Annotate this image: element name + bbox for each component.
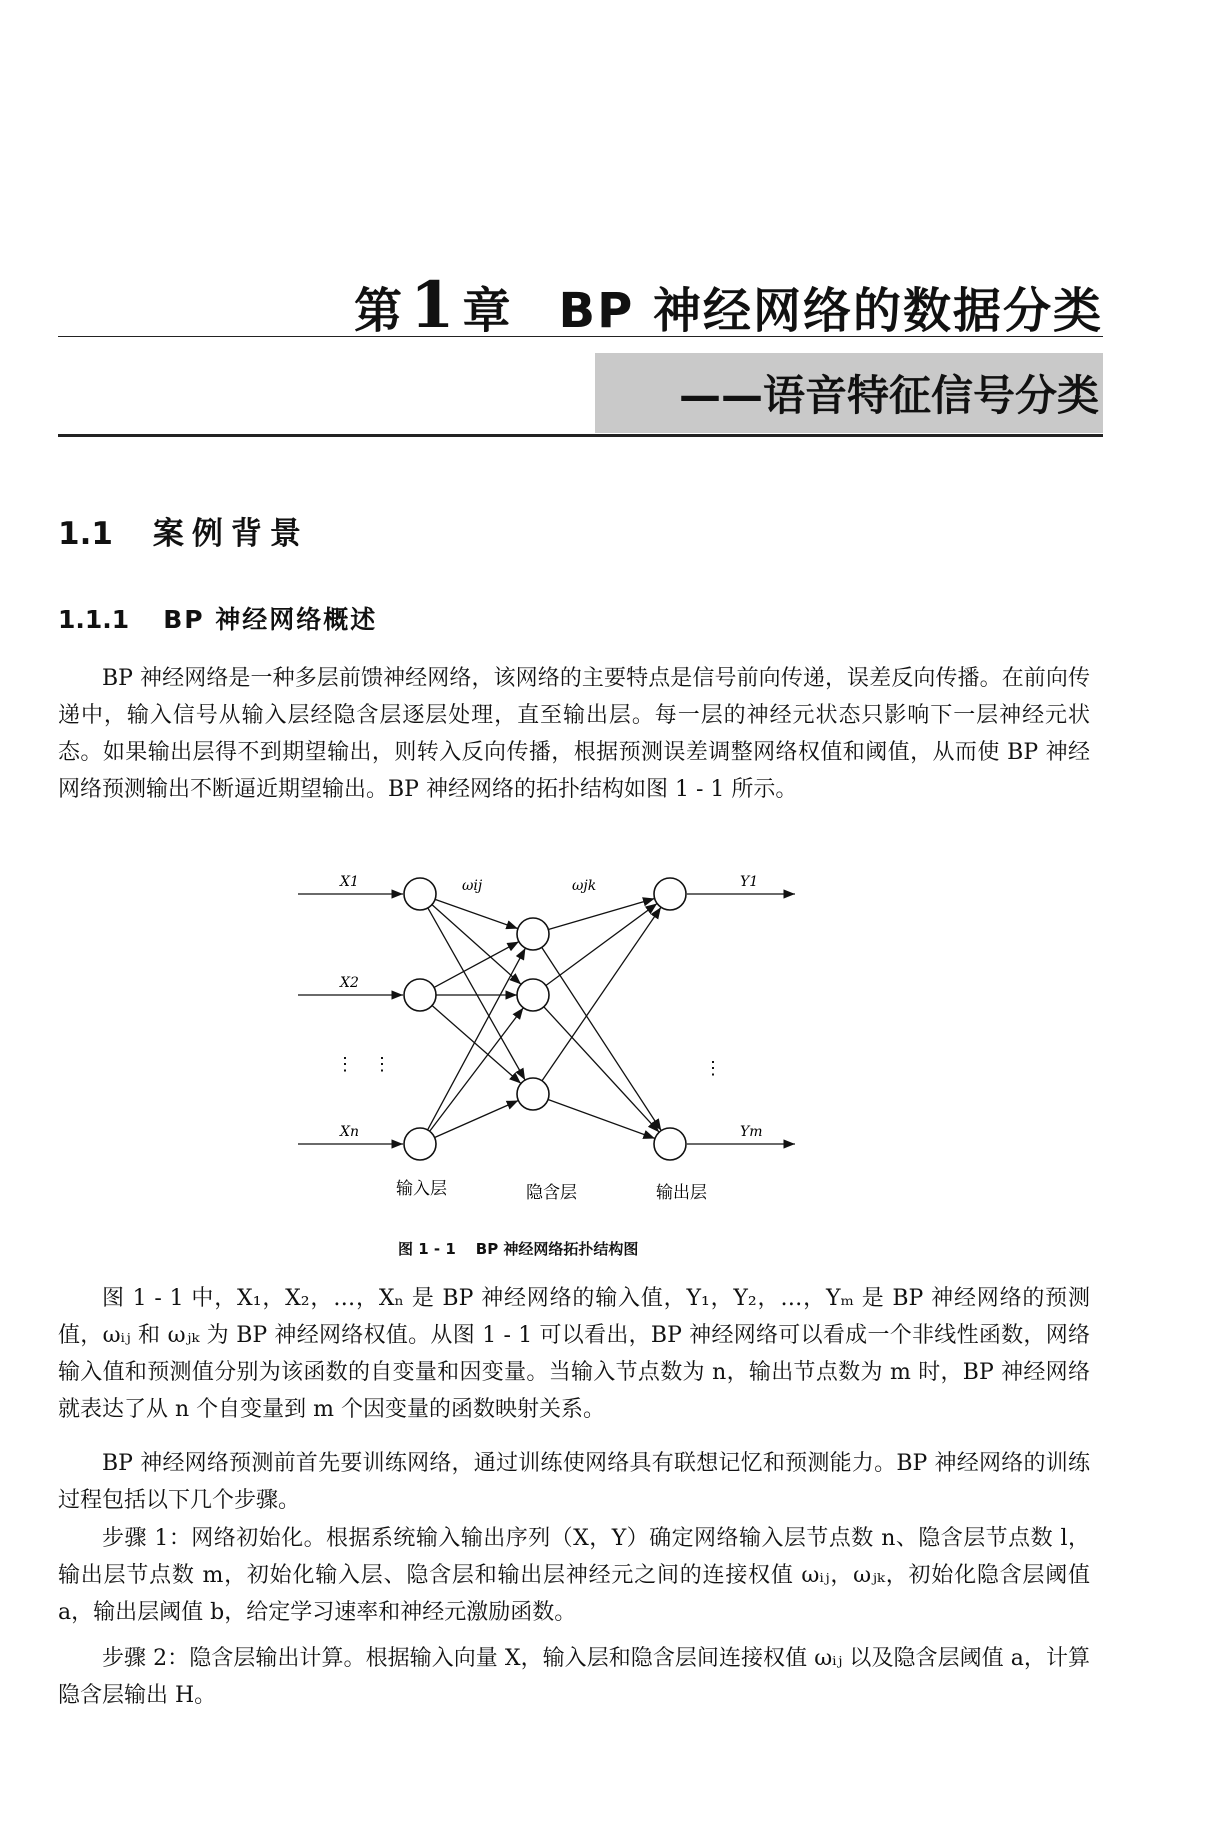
edge-input-2-hidden-0	[428, 948, 526, 1130]
figure-caption-number: 图 1 - 1	[398, 1240, 456, 1258]
output-label-y1: Y1	[740, 874, 759, 890]
paragraph-step-2: 步骤 2：隐含层输出计算。根据输入向量 X，输入层和隐含层间连接权值 ωᵢⱼ 以及隐含层阈值 a，计算隐含层输出 H。	[58, 1646, 1090, 1708]
weight-label-wjk: ωjk	[572, 878, 597, 894]
input-label-x2: X2	[340, 975, 359, 991]
chapter-rule-thin	[58, 336, 1103, 337]
figure-caption-text: BP 神经网络拓扑结构图	[475, 1240, 639, 1258]
edge-input-0-hidden-2	[428, 908, 525, 1080]
hidden-node-2	[517, 1078, 549, 1110]
layer-label-output: 输出层	[656, 1183, 707, 1203]
edge-input-1-hidden-0	[434, 942, 519, 988]
paragraph-figure-explanation: 图 1 - 1 中，X₁，X₂，…，Xₙ 是 BP 神经网络的输入值，Y₁，Y₂，…，Yₘ 是 BP 神经网络的预测值，ωᵢⱼ 和 ωⱼₖ 为 BP 神经网络权值。从图 1 - 1 可以看出，BP 神经网络可以看成一个非线性函数，网络输入值和预测值分别为该函数的自变量和因变量。当输入节点数为 n，输出节点数为 m 时，BP 神经网络就表达了从 n 个自变量到 m 个因变量的函数映射关系。	[58, 1286, 1090, 1422]
hidden-node-1	[517, 979, 549, 1011]
section-title: 案例背景	[152, 516, 309, 552]
subsection-number: 1.1.1	[58, 605, 130, 634]
chapter-title-text: BP 神经网络的数据分类	[558, 283, 1103, 339]
paragraph-training-intro: BP 神经网络预测前首先要训练网络，通过训练使网络具有联想记忆和预测能力。BP 神经网络的训练过程包括以下几个步骤。	[58, 1451, 1090, 1513]
input-node-1	[404, 979, 436, 1011]
subsection-heading	[58, 600, 377, 636]
paragraph-intro: BP 神经网络是一种多层前馈神经网络，该网络的主要特点是信号前向传递，误差反向传播。在前向传递中，输入信号从输入层经隐含层逐层处理，直至输出层。每一层的神经元状态只影响下一层神经元状态。如果输出层得不到期望输出，则转入反向传播，根据预测误差调整网络权值和阈值，从而使 BP 神经网络预测输出不断逼近期望输出。BP 神经网络的拓扑结构如图 1 - 1 所示。	[58, 666, 1090, 802]
hidden-node-0	[517, 918, 549, 950]
bp-network-figure	[280, 862, 860, 1222]
output-node-0	[654, 878, 686, 910]
input-node-2	[404, 1128, 436, 1160]
chapter-subtitle-text: ——语音特征信号分类	[678, 371, 1099, 420]
chapter-title	[328, 268, 1103, 343]
output-node-1	[654, 1128, 686, 1160]
edge-hidden-0-output-0	[548, 898, 654, 929]
ellipsis-left-1: ⋮	[336, 1054, 354, 1075]
edge-hidden-2-output-0	[542, 907, 661, 1081]
ellipsis-right: ⋮	[704, 1058, 722, 1079]
figure-caption	[398, 1238, 798, 1259]
edge-input-0-hidden-0	[435, 899, 518, 928]
layer-label-hidden: 隐含层	[526, 1183, 577, 1203]
section-heading	[58, 508, 309, 553]
edge-hidden-2-output-1	[548, 1099, 655, 1138]
edge-input-2-hidden-2	[435, 1100, 519, 1137]
input-label-x1: X1	[340, 874, 359, 890]
edge-input-1-hidden-2	[432, 1006, 521, 1084]
edge-hidden-1-output-1	[544, 1007, 659, 1132]
input-node-0	[404, 878, 436, 910]
chapter-suffix: 章	[462, 283, 513, 339]
paragraph-step-1: 步骤 1：网络初始化。根据系统输入输出序列（X，Y）确定网络输入层节点数 n、隐含层节点数 l，输出层节点数 m，初始化输入层、隐含层和输出层神经元之间的连接权值 ωᵢⱼ，ωⱼₖ，初始化隐含层阈值 a，输出层阈值 b，给定学习速率和神经元激励函数。	[58, 1526, 1090, 1625]
chapter-subtitle	[595, 353, 1103, 433]
weight-label-wij: ωij	[462, 878, 483, 894]
chapter-prefix: 第	[353, 283, 404, 339]
chapter-rule-thick	[58, 434, 1103, 437]
ellipsis-left-2: ⋮	[373, 1054, 391, 1075]
edge-input-0-hidden-1	[432, 905, 521, 985]
layer-label-input: 输入层	[396, 1179, 447, 1199]
section-number: 1.1	[58, 516, 113, 552]
output-label-ym: Ym	[740, 1124, 763, 1140]
edge-hidden-1-output-0	[546, 903, 657, 985]
subsection-title: BP 神经网络概述	[163, 605, 378, 634]
edge-input-2-hidden-1	[430, 1008, 524, 1132]
input-label-xn: Xn	[340, 1124, 359, 1140]
chapter-number: 1	[409, 268, 457, 343]
